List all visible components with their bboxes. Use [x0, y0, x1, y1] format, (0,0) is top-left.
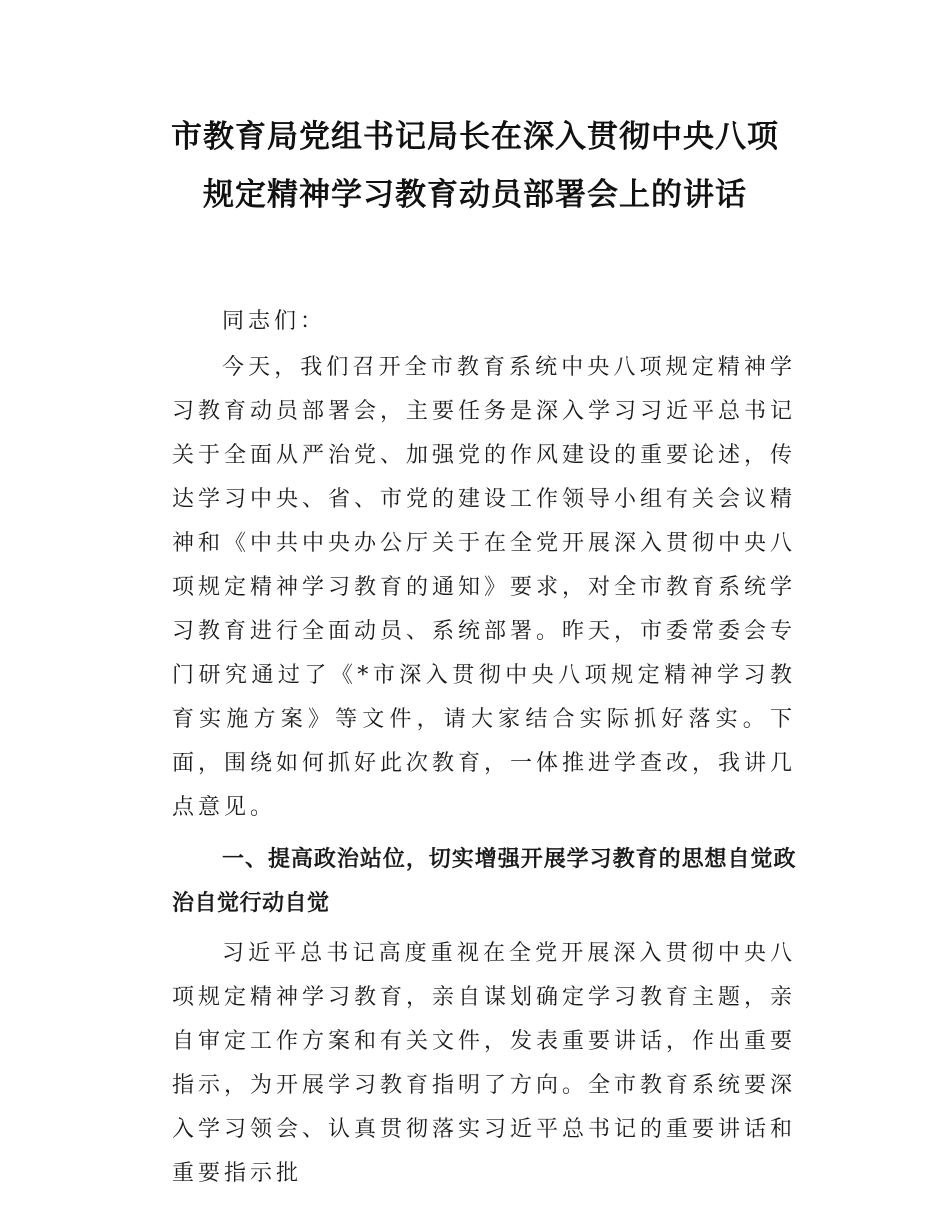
section-1-paragraph: 习近平总书记高度重视在全党开展深入贯彻中央八项规定精神学习教育，亲自谋划确定学习教育主题，亲自审定工作方案和有关文件，发表重要讲话，作出重要指示，为开展学习教育指明了方向。全市教育系统要深入学习领会、认真贯彻落实习近平总书记的重要讲话和重要指示批 — [172, 941, 797, 1186]
salutation: 同志们： — [222, 309, 327, 334]
title-line-1: 市教育局党组书记局长在深入贯彻中央八项 — [171, 119, 779, 155]
title-line-2: 规定精神学习教育动员部署会上的讲话 — [203, 177, 747, 213]
document-title — [130, 108, 820, 224]
document-body — [172, 300, 796, 1196]
section-1-heading: 一、提高政治站位，切实增强开展学习教育的思想自觉政治自觉行动自觉 — [172, 847, 796, 916]
intro-paragraph: 今天，我们召开全市教育系统中央八项规定精神学习教育动员部署会，主要任务是深入学习习近平总书记关于全面从严治党、加强党的作风建设的重要论述，传达学习中央、省、市党的建设工作领导小组有关会议精神和《中共中央办公厅关于在全党开展深入贯彻中央八项规定精神学习教育的通知》要求，对全市教育系统学习教育进行全面动员、系统部署。昨天，市委常委会专门研究通过了《*市深入贯彻中央八项规定精神学习教育实施方案》等文件，请大家结合实际抓好落实。下面，围绕如何抓好此次教育，一体推进学查改，我讲几点意见。 — [172, 355, 797, 820]
